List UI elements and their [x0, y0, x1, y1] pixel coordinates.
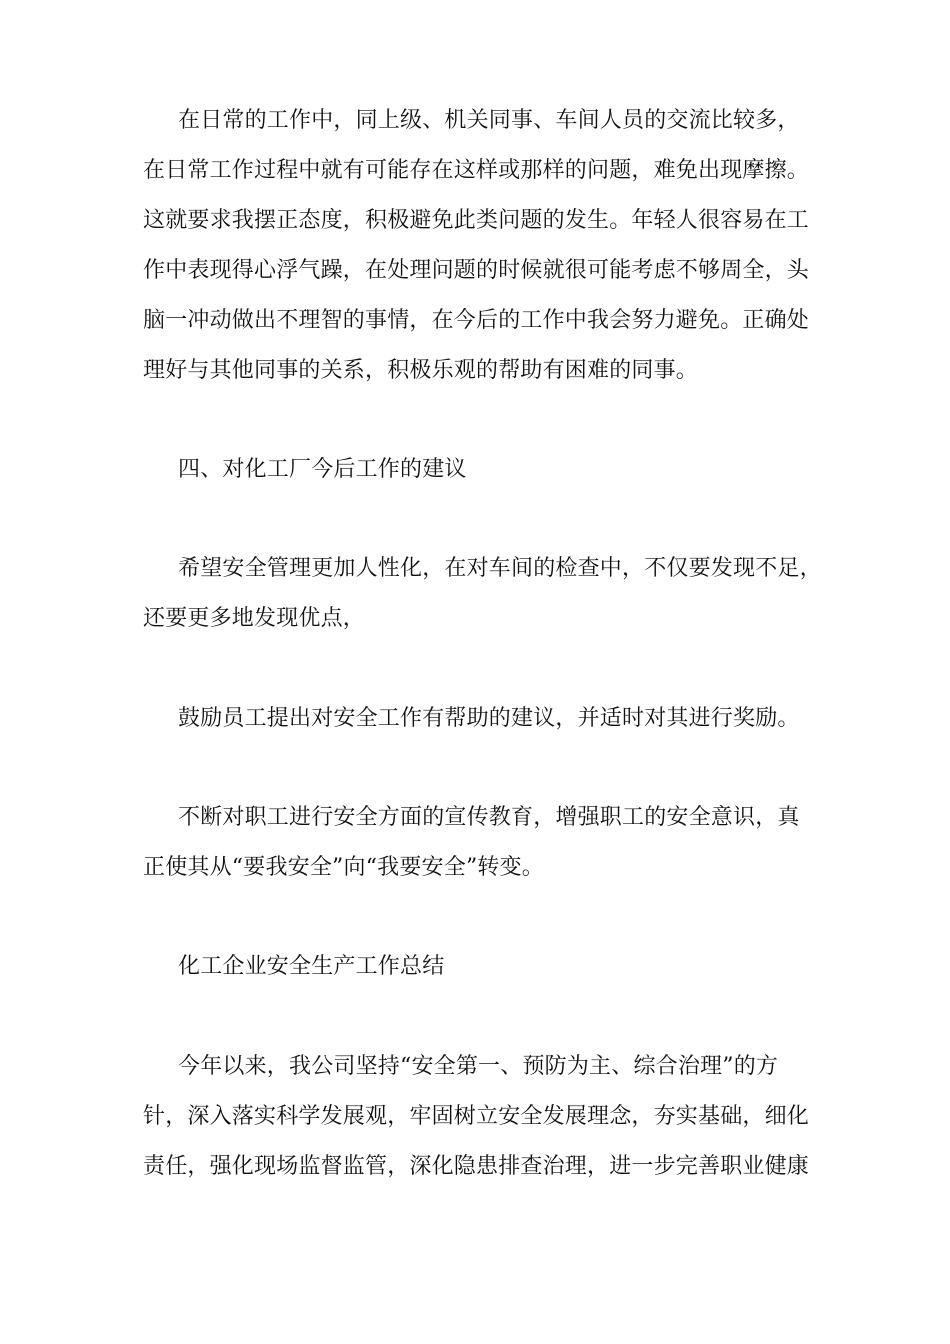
paragraph-1-line-2: 在日常工作过程中就有可能存在这样或那样的问题，难免出现摩擦。 — [143, 158, 810, 183]
paragraph-5-line-2: 针，深入落实科学发展观，牢固树立安全发展理念，夯实基础，细化 — [143, 1104, 810, 1129]
paragraph-4-line-2: 正使其从“要我安全”向“我要安全”转变。 — [143, 855, 544, 880]
paragraph-1-line-4: 作中表现得心浮气躁，在处理问题的时候就很可能考虑不够周全，头 — [143, 258, 810, 283]
paragraph-5-line-3: 责任，强化现场监督监管，深化隐患排查治理，进一步完善职业健康 — [143, 1154, 810, 1179]
paragraph-5-line-1: 今年以来，我公司坚持“安全第一、预防为主、综合治理”的方 — [178, 1054, 779, 1079]
paragraph-4-line-1: 不断对职工进行安全方面的宣传教育，增强职工的安全意识，真 — [178, 805, 800, 830]
section-title: 化工企业安全生产工作总结 — [178, 954, 445, 979]
paragraph-2-line-2: 还要更多地发现优点， — [143, 606, 366, 631]
section-heading: 四、对化工厂今后工作的建议 — [178, 457, 467, 482]
paragraph-1-line-1: 在日常的工作中，同上级、机关同事、车间人员的交流比较多， — [178, 108, 800, 133]
paragraph-1-line-3: 这就要求我摆正态度，积极避免此类问题的发生。年轻人很容易在工 — [143, 208, 810, 233]
paragraph-1-line-6: 理好与其他同事的关系，积极乐观的帮助有困难的同事。 — [143, 358, 699, 383]
paragraph-1-line-5: 脑一冲动做出不理智的事情，在今后的工作中我会努力避免。正确处 — [143, 308, 810, 333]
paragraph-3-line-1: 鼓励员工提出对安全工作有帮助的建议，并适时对其进行奖励。 — [178, 706, 800, 731]
paragraph-2-line-1: 希望安全管理更加人性化，在对车间的检查中，不仅要发现不足， — [178, 556, 822, 581]
